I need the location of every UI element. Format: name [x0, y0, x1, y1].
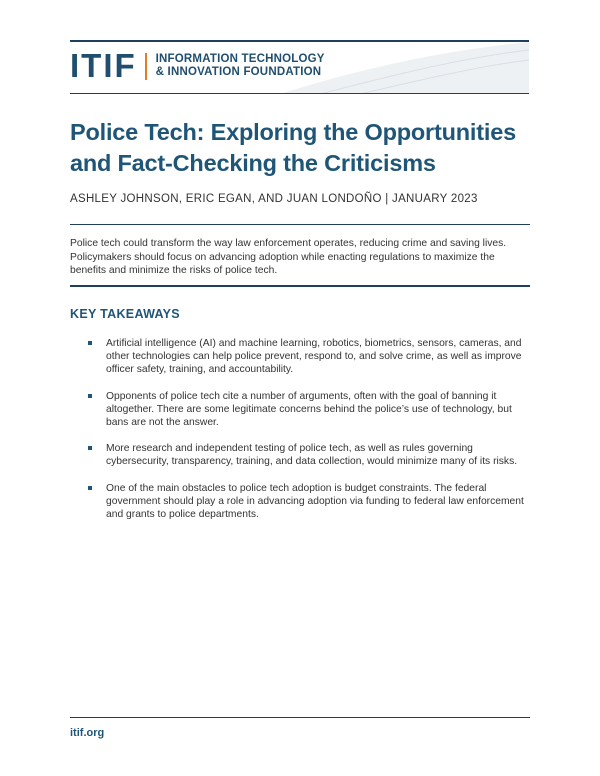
bullet-icon	[88, 486, 92, 490]
list-item	[84, 390, 530, 430]
divider	[70, 224, 530, 225]
logo-org-line-2: & INNOVATION FOUNDATION	[155, 66, 322, 78]
key-takeaways-heading: KEY TAKEAWAYS	[70, 307, 180, 321]
logo-mark: ITIF	[70, 47, 137, 84]
itif-logo[interactable]	[70, 47, 325, 84]
byline: ASHLEY JOHNSON, ERIC EGAN, AND JUAN LONDOÑO | JANUARY 2023	[70, 193, 478, 205]
bullet-icon	[88, 394, 92, 398]
summary-paragraph: Police tech could transform the way law enforcement operates, reducing crime and saving lives. Policymakers should focus on advancing adoption while enacting regulations to maximize the benefits and minimize the risks of police tech.	[70, 238, 507, 276]
logo-org-name	[156, 53, 325, 79]
list-item-text: Artificial intelligence (AI) and machine learning, robotics, biometrics, sensors, cameras, and other technologies can help police prevent, respond to, and solve crime, as well as improve officer safety, training, and accountability.	[106, 338, 522, 376]
bullet-icon	[88, 341, 92, 345]
logo-divider	[145, 53, 147, 80]
list-item	[84, 482, 530, 522]
footer-website-link[interactable]: itif.org	[70, 727, 105, 739]
list-item	[84, 337, 530, 377]
divider-thick	[70, 285, 530, 287]
logo-org-line-1: INFORMATION TECHNOLOGY	[155, 53, 325, 65]
list-item	[84, 442, 530, 468]
bullet-icon	[88, 446, 92, 450]
page-title: Police Tech: Exploring the Opportunities and Fact-Checking the Criticisms	[70, 119, 516, 176]
list-item-text: More research and independent testing of police tech, as well as rules governing cybersecurity, transparency, training, and data collection, would minimize many of its risks.	[106, 443, 518, 468]
list-item-text: Opponents of police tech cite a number of arguments, often with the goal of banning it altogether. There are some legitimate concerns behind the police’s use of technology, but bans are not the answer.	[106, 390, 512, 429]
list-item-text: One of the main obstacles to police tech adoption is budget constraints. The federal government should play a role in advancing adoption via funding to federal law enforcement and grants to police departments.	[106, 482, 524, 521]
header-bottom-rule	[70, 93, 529, 94]
footer-rule	[70, 717, 530, 718]
key-takeaways-list	[84, 337, 530, 521]
